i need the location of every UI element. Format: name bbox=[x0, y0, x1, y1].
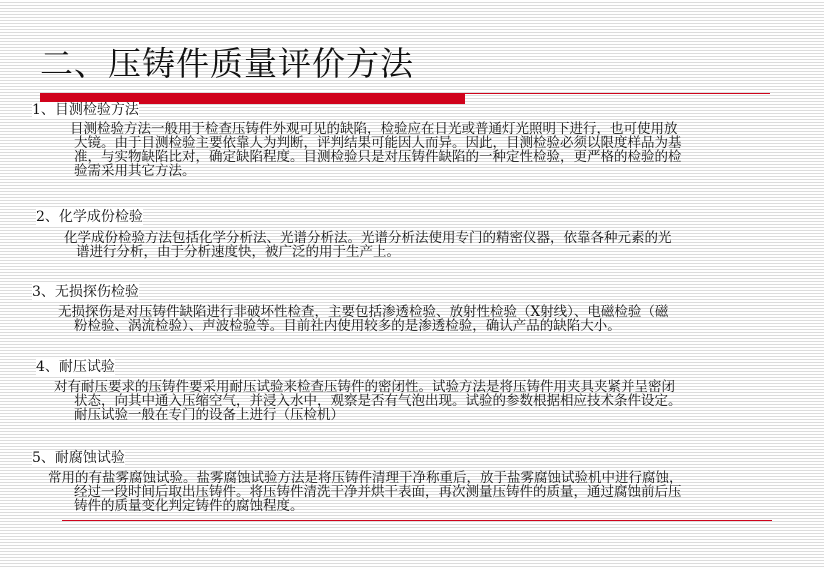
section-heading-5: 5、耐腐蚀试验 bbox=[32, 450, 125, 466]
section-heading-2: 2、化学成份检验 bbox=[36, 209, 143, 225]
section-body-2 bbox=[64, 231, 809, 259]
section-heading-1: 1、目测检验方法 bbox=[32, 102, 139, 118]
page-title: 二、压铸件质量评价方法 bbox=[40, 44, 414, 83]
body-line: 无损探伤是对压铸件缺陷进行非破坏性检查，主要包括渗透检验、放射性检验（X射线）、电磁检验（磁 bbox=[58, 304, 669, 320]
body-line: 大镜。由于目测检验主要依靠人为判断，评判结果可能因人而异。因此，目测检验必须以限度样品为基 bbox=[74, 135, 682, 151]
body-line: 化学成份检验方法包括化学分析法、光谱分析法。光谱分析法使用专门的精密仪器，依靠各种元素的光 bbox=[64, 230, 672, 246]
body-line: 谱进行分析，由于分析速度快，被广泛的用于生产上。 bbox=[76, 244, 400, 260]
section-body-3 bbox=[58, 305, 810, 333]
body-line: 粉检验、涡流检验）、声波检验等。目前社内使用较多的是渗透检验，确认产品的缺陷大小。 bbox=[74, 318, 621, 334]
section-body-5 bbox=[48, 471, 812, 513]
body-line: 验需采用其它方法。 bbox=[74, 163, 196, 179]
body-line: 准，与实物缺陷比对，确定缺陷程度。目测检验只是对压铸件缺陷的一种定性检验，更严格的检验的检 bbox=[74, 149, 682, 165]
body-line: 状态，向其中通入压缩空气，并浸入水中，观察是否有气泡出现。试验的参数根据相应技术条件设定。 bbox=[74, 393, 682, 409]
section-heading-4: 4、耐压试验 bbox=[36, 359, 115, 375]
body-line: 目测检验方法一般用于检查压铸件外观可见的缺陷，检验应在日光或普通灯光照明下进行，也可使用放 bbox=[70, 121, 678, 137]
section-heading-3: 3、无损探伤检验 bbox=[32, 284, 139, 300]
body-line: 耐压试验一般在专门的设备上进行（压检机） bbox=[74, 407, 344, 423]
section-body-4 bbox=[54, 380, 810, 422]
body-line: 常用的有盐雾腐蚀试验。盐雾腐蚀试验方法是将压铸件清理干净称重后，放于盐雾腐蚀试验机中进行腐蚀， bbox=[48, 470, 683, 486]
section-body-1 bbox=[70, 122, 810, 178]
bottom-divider bbox=[62, 520, 772, 521]
body-line: 经过一段时间后取出压铸件。将压铸件清洗干净并烘干表面，再次测量压铸件的质量，通过腐蚀前后压 bbox=[74, 484, 682, 500]
body-line: 铸件的质量变化判定铸件的腐蚀程度。 bbox=[74, 498, 304, 514]
body-line: 对有耐压要求的压铸件要采用耐压试验来检查压铸件的密闭性。试验方法是将压铸件用夹具夹紧并呈密闭 bbox=[54, 379, 675, 395]
